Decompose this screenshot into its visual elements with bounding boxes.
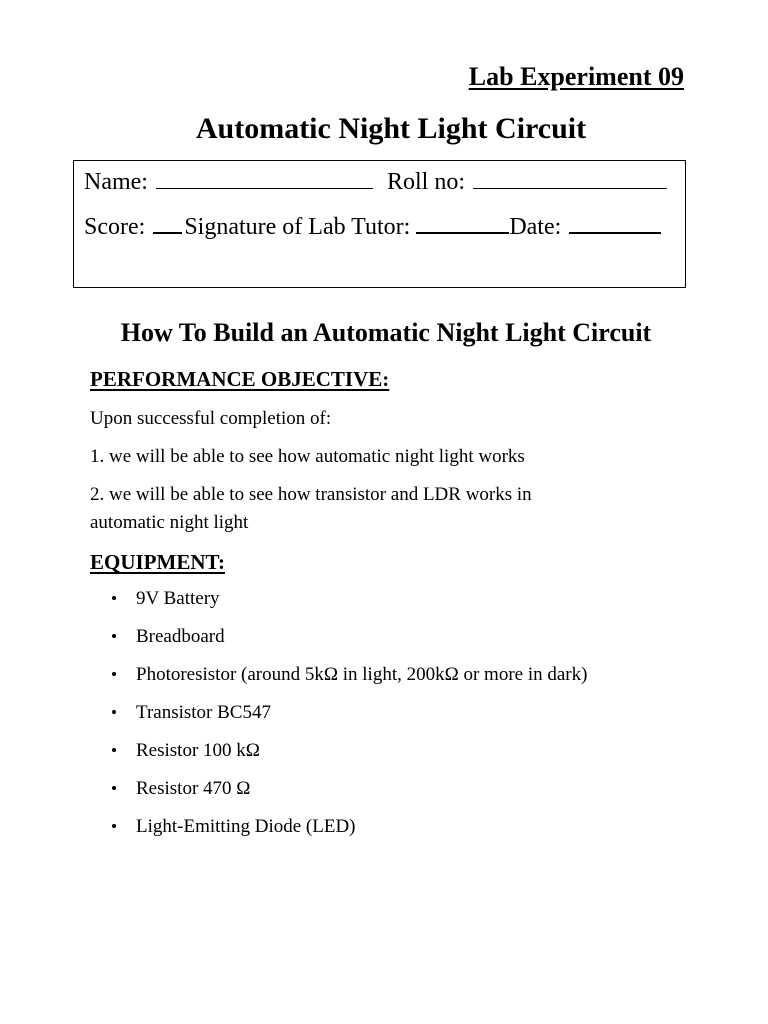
objective-heading: PERFORMANCE OBJECTIVE: — [90, 367, 390, 391]
objective-item: 2. we will be able to see how transistor and LDR works in automatic night light — [90, 484, 532, 533]
bullet-icon — [112, 824, 116, 828]
date-label: Date: — [509, 214, 562, 240]
equipment-item-label: 9V Battery — [136, 588, 220, 609]
document-title: Automatic Night Light Circuit — [195, 112, 587, 145]
equipment-item-label: Resistor 100 kΩ — [136, 740, 260, 761]
bullet-icon — [112, 596, 116, 600]
equipment-heading: EQUIPMENT: — [90, 550, 225, 574]
bullet-icon — [112, 710, 116, 714]
objective-intro: Upon successful completion of: — [90, 408, 332, 429]
section-title: How To Build an Automatic Night Light Circuit — [120, 318, 652, 347]
roll-blank-line — [473, 168, 667, 189]
name-label: Name: — [84, 169, 148, 195]
info-row-name-roll — [84, 168, 667, 196]
name-blank-line — [156, 168, 373, 189]
signature-label: Signature of Lab Tutor: — [184, 214, 411, 240]
roll-label: Roll no: — [386, 169, 465, 195]
date-blank-line — [569, 212, 661, 234]
score-label: Score: — [84, 214, 146, 240]
equipment-item-label: Breadboard — [136, 626, 225, 647]
lab-experiment-number: Lab Experiment 09 — [468, 62, 684, 91]
bullet-icon — [112, 672, 116, 676]
equipment-item-label: Transistor BC547 — [136, 702, 271, 723]
equipment-item-label: Resistor 470 Ω — [136, 778, 251, 799]
bullet-icon — [112, 748, 116, 752]
signature-blank-line — [416, 212, 509, 234]
student-info-box — [73, 160, 686, 288]
bullet-icon — [112, 786, 116, 790]
objective-item: 1. we will be able to see how automatic night light works — [90, 446, 525, 467]
equipment-item-label: Light-Emitting Diode (LED) — [136, 816, 356, 837]
info-row-score-signature-date — [84, 212, 661, 241]
equipment-item-label: Photoresistor (around 5kΩ in light, 200kΩ or more in dark) — [136, 664, 588, 685]
bullet-icon — [112, 634, 116, 638]
score-blank-line — [153, 212, 182, 234]
